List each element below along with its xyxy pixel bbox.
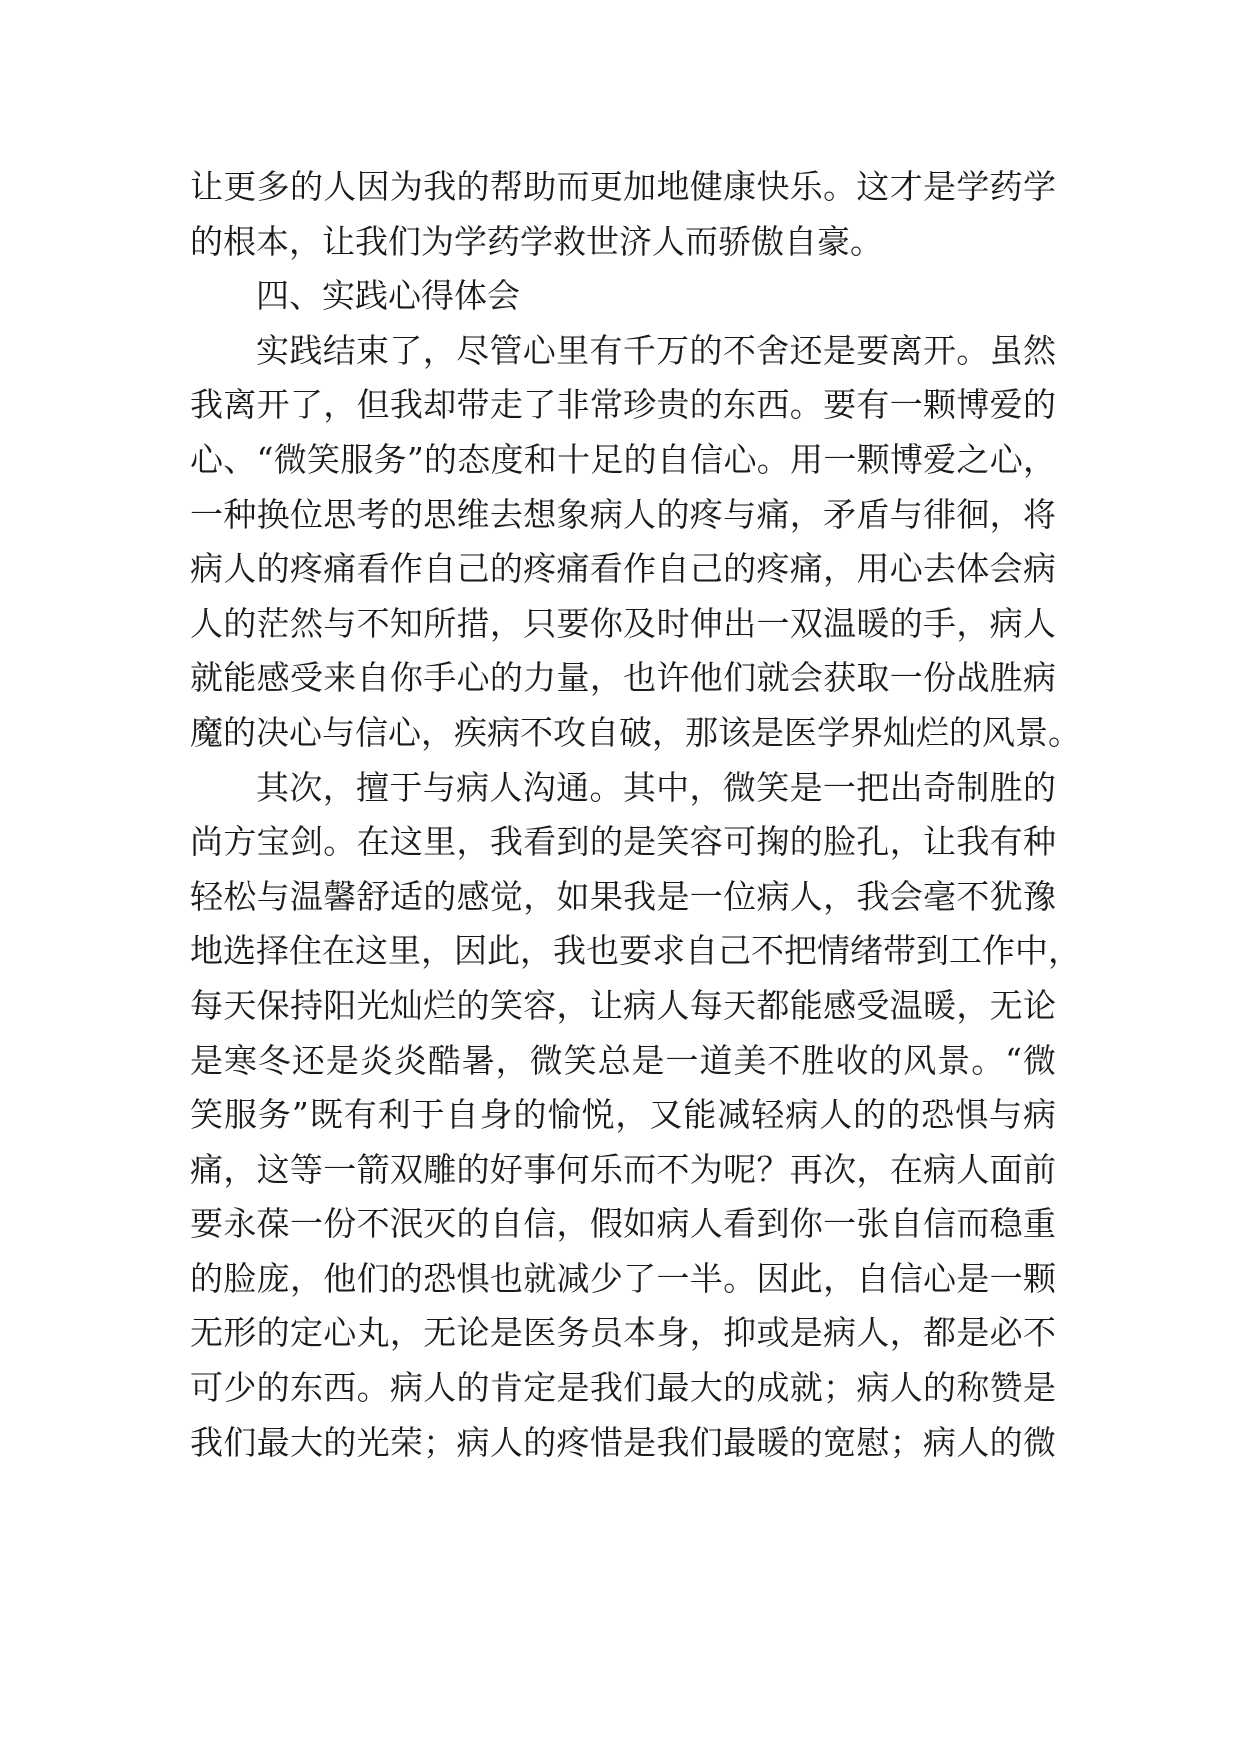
text-line: 其次，擅于与病人沟通。其中，微笑是一把出奇制胜的: [256, 767, 1056, 807]
text-line: 的脸庞，他们的恐惧也就减少了一半。因此，自信心是一颗: [190, 1258, 1056, 1298]
text-line: 病人的疼痛看作自己的疼痛看作自己的疼痛，用心去体会病: [190, 549, 1056, 589]
text-line: 让更多的人因为我的帮助而更加地健康快乐。这才是学药学: [190, 167, 1056, 206]
text-line: 要永葆一份不泯灭的自信，假如病人看到你一张自信而稳重: [190, 1204, 1056, 1244]
text-line: 是寒冬还是炎炎酷暑，微笑总是一道美不胜收的风景。“微: [190, 1040, 1056, 1080]
text-line: 可少的东西。病人的肯定是我们最大的成就；病人的称赞是: [190, 1368, 1056, 1408]
text-line: 地选择住在这里，因此，我也要求自己不把情绪带到工作中，: [190, 931, 1081, 971]
text-line: 就能感受来自你手心的力量，也许他们就会获取一份战胜病: [190, 658, 1056, 698]
text-line: 每天保持阳光灿烂的笑容，让病人每天都能感受温暖，无论: [190, 985, 1056, 1025]
text-line: 无形的定心丸，无论是医务员本身，抑或是病人，都是必不: [190, 1313, 1056, 1353]
text-line: 心、“微笑服务”的态度和十足的自信心。用一颗博爱之心，: [190, 439, 1056, 479]
text-line: 笑服务”既有利于自身的愉悦，又能减轻病人的的恐惧与病: [190, 1095, 1056, 1135]
text-line: 痛，这等一箭双雕的好事何乐而不为呢？再次，在病人面前: [190, 1149, 1056, 1189]
text-line: 人的茫然与不知所措，只要你及时伸出一双温暖的手，病人: [190, 603, 1056, 643]
section-heading: 四、实践心得体会: [256, 276, 520, 316]
text-line: 魔的决心与信心，疾病不攻自破，那该是医学界灿烂的风景。: [190, 712, 1081, 752]
text-line: 实践结束了，尽管心里有千万的不舍还是要离开。虽然: [256, 330, 1056, 370]
text-line: 我们最大的光荣；病人的疼惜是我们最暖的宽慰；病人的微: [190, 1422, 1056, 1462]
body-text: [190, 160, 1081, 1470]
text-line: 一种换位思考的思维去想象病人的疼与痛，矛盾与徘徊，将: [190, 494, 1056, 534]
text-line: 尚方宝剑。在这里，我看到的是笑容可掬的脸孔，让我有种: [190, 822, 1056, 862]
text-line: 我离开了，但我却带走了非常珍贵的东西。要有一颗博爱的: [190, 385, 1056, 425]
text-line: 轻松与温馨舒适的感觉，如果我是一位病人，我会毫不犹豫: [190, 876, 1056, 916]
text-line: 的根本，让我们为学药学救世济人而骄傲自豪。: [190, 221, 883, 261]
